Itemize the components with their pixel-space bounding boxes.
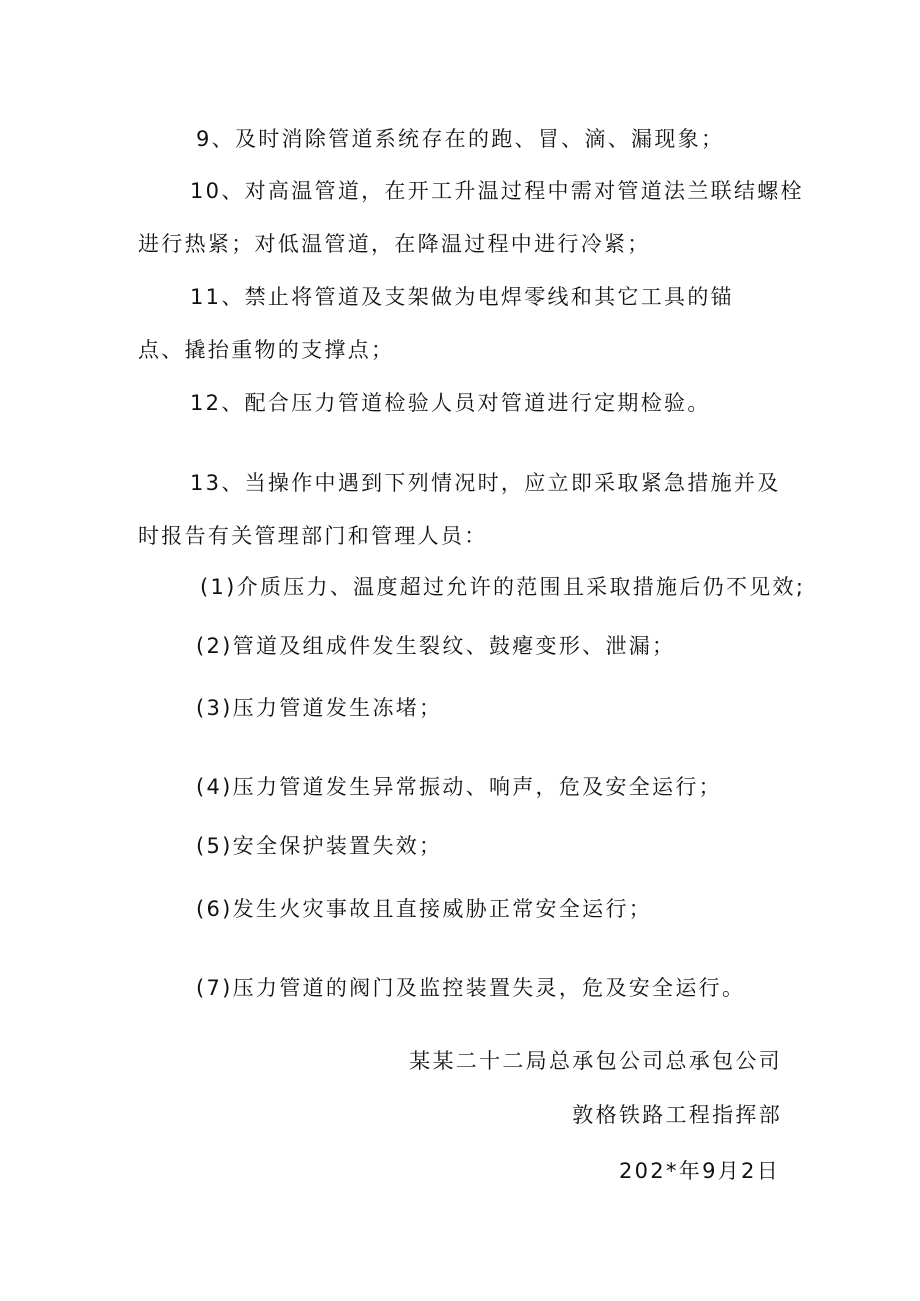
condition-3: (3)压力管道发生冻堵； <box>196 696 443 720</box>
item-11-line-1: 11、禁止将管道及支架做为电焊零线和其它工具的锚 <box>190 285 734 309</box>
condition-5: (5)安全保护装置失效； <box>196 834 443 858</box>
item-10-line-1: 10、对高温管道，在开工升温过程中需对管道法兰联结螺栓 <box>190 179 804 203</box>
condition-4: (4)压力管道发生异常振动、响声，危及安全运行； <box>196 775 722 799</box>
signature-date: 202*年9月2日 <box>618 1159 780 1183</box>
signature-org-line-1: 某某二十二局总承包公司总承包公司 <box>409 1049 782 1073</box>
signature-org-line-2: 敦格铁路工程指挥部 <box>572 1103 782 1127</box>
item-9: 9、及时消除管道系统存在的跑、冒、滴、漏现象； <box>196 127 725 151</box>
condition-7: (7)压力管道的阀门及监控装置失灵，危及安全运行。 <box>196 976 746 1000</box>
condition-1: (1)介质压力、温度超过允许的范围且采取措施后仍不见效; <box>200 575 806 599</box>
item-13-line-1: 13、当操作中遇到下列情况时，应立即采取紧急措施并及 <box>190 471 781 495</box>
condition-6: (6)发生火灾事故且直接威胁正常安全运行； <box>196 897 653 921</box>
item-11-line-2: 点、撬抬重物的支撑点； <box>138 338 395 362</box>
item-13-line-2: 时报告有关管理部门和管理人员： <box>138 524 488 548</box>
item-12: 12、配合压力管道检验人员对管道进行定期检验。 <box>190 391 711 415</box>
condition-2: (2)管道及组成件发生裂纹、鼓瘪变形、泄漏； <box>196 634 676 658</box>
item-10-line-2: 进行热紧；对低温管道，在降温过程中进行冷紧； <box>138 232 651 256</box>
